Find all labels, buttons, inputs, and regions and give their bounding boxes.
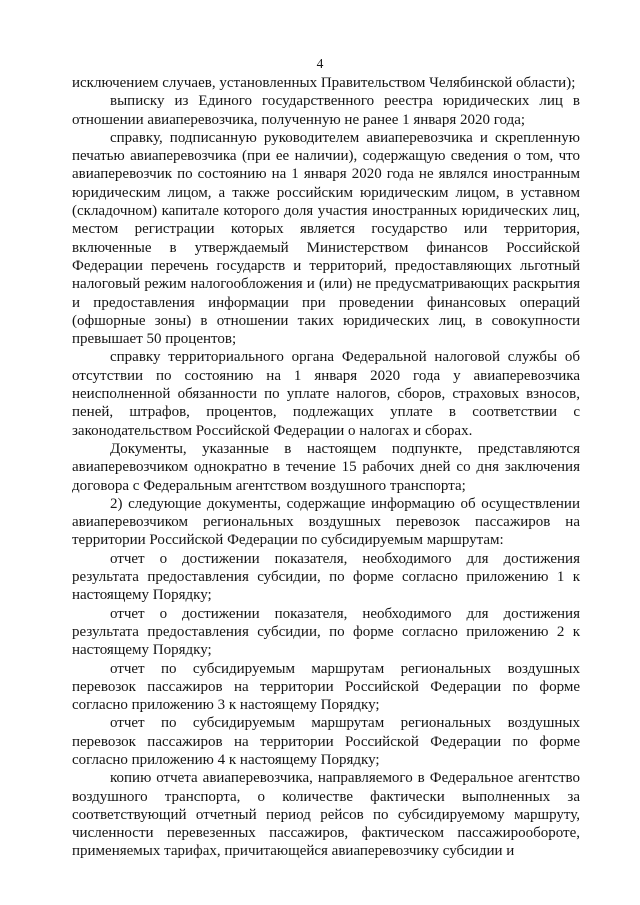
paragraph-report-copy: копию отчета авиаперевозчика, направляемого в Федеральное агентство воздушного транспорта, о количестве фактически выполненных за соответствующий отчетный период рейсов по субсидируемому маршруту, численности перевезенных пассажиров, фактическом пассажирообороте, применяемых тарифах, причитающейся авиаперевозчику субсидии и (72, 770, 580, 860)
document-body (72, 74, 580, 861)
paragraph-tax-certificate: справку территориального органа Федеральной налоговой службы об отсутствии по состоянию на 1 января 2020 года у авиаперевозчика неисполненной обязанности по уплате налогов, сборов, страховых взносов, пеней, штрафов, процентов, подлежащих уплате в соответствии с законодательством Российской Федерации о налогах и сборах. (72, 349, 580, 439)
paragraph-report-appendix-3: отчет по субсидируемым маршрутам региональных воздушных перевозок пассажиров на территории Российской Федерации по форме согласно приложению 3 к настоящему Порядку; (72, 660, 580, 714)
page-number: 4 (316, 56, 324, 71)
paragraph-continuation: исключением случаев, установленных Правительством Челябинской области); (72, 75, 576, 91)
paragraph-report-appendix-1: отчет о достижении показателя, необходимого для достижения результата предоставления субсидии, по форме согласно приложению 1 к настоящему Порядку; (72, 550, 580, 604)
paragraph-egrul-extract: выписку из Единого государственного реестра юридических лиц в отношении авиаперевозчика, полученную не ранее 1 января 2020 года; (72, 93, 580, 128)
paragraph-report-appendix-4: отчет по субсидируемым маршрутам региональных воздушных перевозок пассажиров на территории Российской Федерации по форме согласно приложению 4 к настоящему Порядку; (72, 715, 580, 768)
paragraph-report-appendix-2: отчет о достижении показателя, необходимого для достижения результата предоставления субсидии, по форме согласно приложению 2 к настоящему Порядку; (72, 605, 580, 659)
paragraph-submission-terms: Документы, указанные в настоящем подпункте, представляются авиаперевозчиком однократно в течение 15 рабочих дней со дня заключения договора с Федеральным агентством воздушного транспорта; (72, 440, 580, 494)
paragraph-foreign-entity-certificate: справку, подписанную руководителем авиаперевозчика и скрепленную печатью авиаперевозчика (при ее наличии), содержащую сведения о том, что авиаперевозчик по состоянию на 1 января 2020 года не являлся иностранным юридическим лицом, а также российским юридическим лицом, в уставном (складочном) капитале которого доля участия иностранных юридических лиц, местом регистрации которых является государство или территория, включенные в утверждаемый Министерством финансов Российской Федерации перечень государств и территорий, предоставляющих льготный налоговый режим налогообложения и (или) не предусматривающих раскрытия и предоставления информации при проведении финансовых операций (офшорные зоны) в отношении таких юридических лиц, в совокупности превышает 50 процентов; (72, 129, 580, 348)
paragraph-item-2: 2) следующие документы, содержащие информацию об осуществлении авиаперевозчиком региональных воздушных перевозок пассажиров на территории Российской Федерации по субсидируемым маршрутам: (72, 495, 580, 549)
